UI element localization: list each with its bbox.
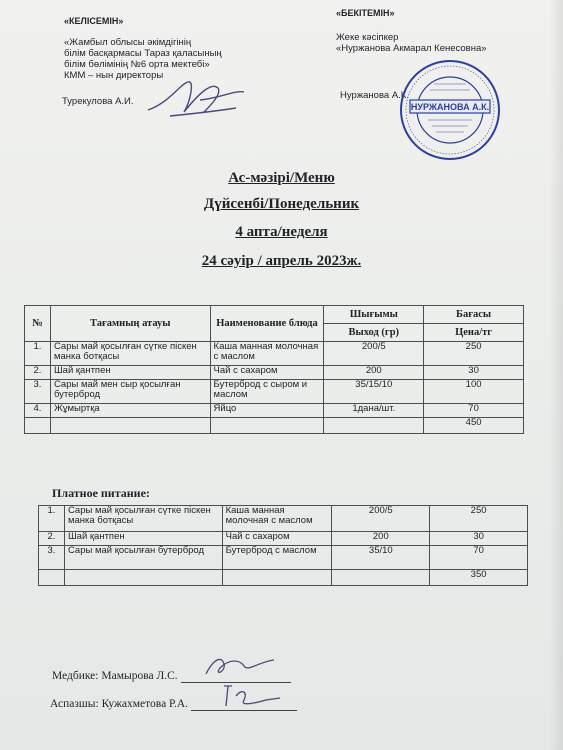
row-name-ru: Каша манная молочная с маслом: [210, 342, 324, 366]
table-row: [39, 532, 528, 546]
row-num: 4.: [25, 404, 51, 418]
row-price: 250: [424, 342, 524, 366]
paid-table: [38, 505, 528, 586]
total-price: 450: [424, 418, 524, 434]
approval-right-signer: Нуржанова А.К.: [340, 90, 409, 101]
total-row: [25, 418, 524, 434]
header-yield-ru: Выход (гр): [324, 324, 424, 342]
row-name-kz: Сары май қосылған сүтке піскен манка ботқасы: [64, 506, 222, 532]
approval-right-text: [336, 32, 487, 54]
table-row: [25, 342, 524, 366]
row-name-ru: Чай с сахаром: [210, 366, 324, 380]
approval-left-line: «Жамбыл облысы әкімдігінің: [64, 37, 192, 48]
row-yield: 200: [324, 366, 424, 380]
row-yield: 200: [332, 532, 430, 546]
cook-label: Аспазшы: Кужахметова Р.А.: [50, 698, 189, 710]
row-yield: 1дана/шт.: [324, 404, 424, 418]
row-num: 3.: [39, 546, 65, 570]
table-row: [25, 366, 524, 380]
empty-cell: [64, 570, 222, 586]
row-yield: 200/5: [332, 506, 430, 532]
row-name-ru: Каша манная молочная с маслом: [222, 506, 332, 532]
row-yield: 200/5: [324, 342, 424, 366]
empty-cell: [332, 570, 430, 586]
empty-cell: [210, 418, 324, 434]
approval-left-heading: «КЕЛІСЕМІН»: [64, 16, 124, 26]
header-price-ru: Цена/тг: [424, 324, 524, 342]
row-price: 100: [424, 380, 524, 404]
paid-heading: Платное питание:: [52, 486, 150, 500]
page-edge-shadow: [549, 0, 563, 750]
row-num: 2.: [39, 532, 65, 546]
empty-cell: [222, 570, 332, 586]
empty-cell: [324, 418, 424, 434]
total-row: [39, 570, 528, 586]
header-num: №: [25, 306, 51, 342]
table-row: [25, 404, 524, 418]
row-yield: 35/15/10: [324, 380, 424, 404]
week-title: 4 апта/неделя: [235, 224, 328, 240]
row-num: 2.: [25, 366, 51, 380]
row-num: 1.: [25, 342, 51, 366]
row-price: 70: [430, 546, 528, 570]
table-row: [39, 546, 528, 570]
stamp-name: НУРЖАНОВА А.К.: [410, 102, 490, 112]
row-name-kz: Жұмыртқа: [50, 404, 210, 418]
approval-left-line: КММ – нын директоры: [64, 70, 164, 81]
row-price: 30: [424, 366, 524, 380]
header-name-kz: Тағамның атауы: [50, 306, 210, 342]
cook-signature: [218, 678, 288, 712]
row-name-kz: Сары май қосылған сүтке піскен манка ботқасы: [50, 342, 210, 366]
approval-right-line: «Нуржанова Акмарал Кенесовна»: [336, 43, 487, 54]
row-yield: 35/10: [332, 546, 430, 570]
menu-table: [24, 305, 524, 434]
day-title: Дүйсенбі/Понедельник: [203, 196, 360, 212]
empty-cell: [50, 418, 210, 434]
entrepreneur-stamp: [398, 58, 502, 162]
row-num: 3.: [25, 380, 51, 404]
date-title: 24 сәуір / апрель 2023ж.: [201, 253, 362, 269]
empty-cell: [39, 570, 65, 586]
menu-title: Ас-мәзірі/Меню: [228, 170, 335, 186]
header-price-kz: Бағасы: [424, 306, 524, 324]
row-name-kz: Сары май мен сыр қосылған бутерброд: [50, 380, 210, 404]
row-name-ru: Чай с сахаром: [222, 532, 332, 546]
row-name-kz: Шай қантпен: [64, 532, 222, 546]
row-name-ru: Яйцо: [210, 404, 324, 418]
table-row: [39, 506, 528, 532]
director-signature: [140, 72, 250, 122]
approval-left-line: білім басқармасы Тараз қаласының: [64, 48, 222, 59]
row-name-ru: Бутерброд с сыром и маслом: [210, 380, 324, 404]
approval-left-signer: Турекулова А.И.: [62, 96, 134, 107]
row-num: 1.: [39, 506, 65, 532]
table-row: [25, 380, 524, 404]
row-name-ru: Бутерброд с маслом: [222, 546, 332, 570]
row-price: 70: [424, 404, 524, 418]
approval-left-line: білім бөлімінің №6 орта мектебі»: [64, 59, 210, 70]
empty-cell: [25, 418, 51, 434]
row-price: 30: [430, 532, 528, 546]
approval-right-heading: «БЕКІТЕМІН»: [336, 8, 395, 18]
header-yield-kz: Шығымы: [324, 306, 424, 324]
header-name-ru: Наименование блюда: [210, 306, 324, 342]
row-price: 250: [430, 506, 528, 532]
approval-right-line: Жеке кәсіпкер: [336, 32, 399, 43]
total-price: 350: [430, 570, 528, 586]
nurse-label: Медбике: Мамырова Л.С.: [52, 670, 178, 682]
row-name-kz: Шай қантпен: [50, 366, 210, 380]
row-name-kz: Сары май қосылған бутерброд: [64, 546, 222, 570]
